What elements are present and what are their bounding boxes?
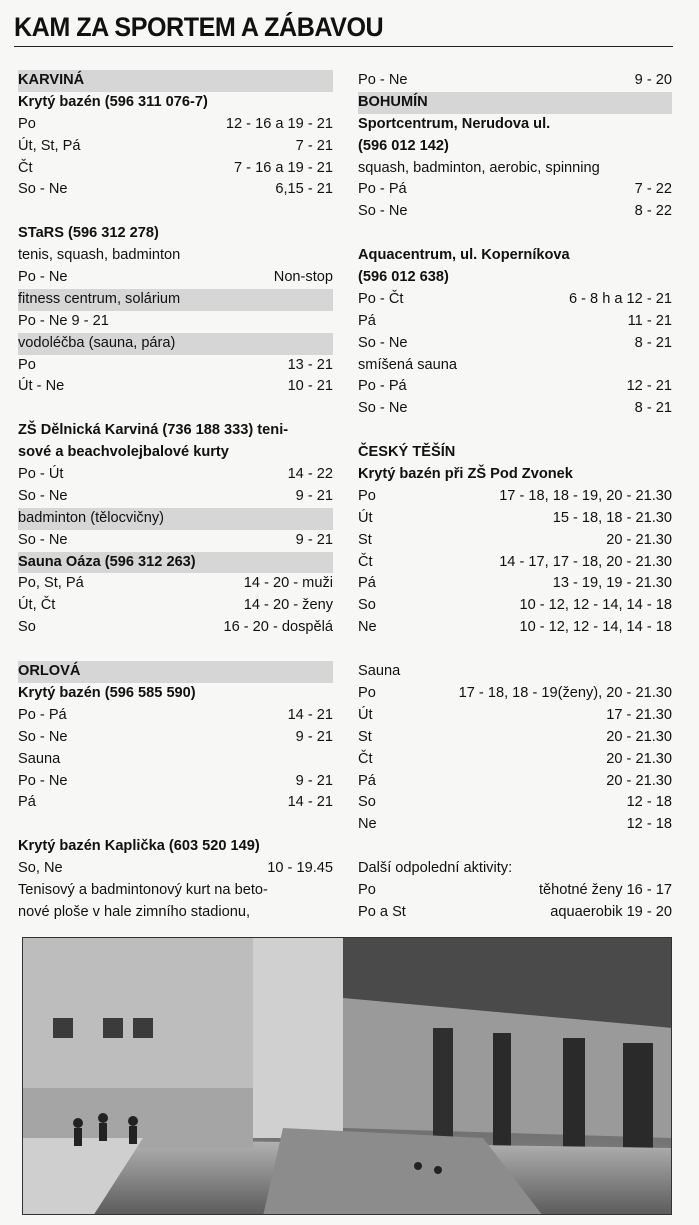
schedule-row xyxy=(18,530,333,552)
schedule-hours: 17 - 21.30 xyxy=(606,706,672,723)
schedule-row xyxy=(18,376,333,398)
info-line: tenis, squash, badminton xyxy=(18,247,181,264)
schedule-days: Út xyxy=(358,509,373,526)
schedule-days: Po, St, Pá xyxy=(18,575,84,592)
spacer xyxy=(358,223,672,245)
schedule-row xyxy=(358,530,672,552)
schedule-row xyxy=(358,617,672,639)
schedule-hours: 15 - 18, 18 - 21.30 xyxy=(552,509,672,526)
schedule-row xyxy=(358,179,672,201)
schedule-days: Po a St xyxy=(358,903,406,920)
schedule-hours: 9 - 21 xyxy=(295,487,333,504)
schedule-row xyxy=(358,376,672,398)
spacer xyxy=(358,836,672,858)
schedule-days: Út - Ne xyxy=(18,378,65,395)
schedule-days: Út, Čt xyxy=(18,597,56,614)
info-line: smíšená sauna xyxy=(358,356,457,373)
schedule-days: Po - Ne xyxy=(18,269,68,286)
schedule-hours: 9 - 20 xyxy=(634,72,672,88)
schedule-hours: aquaerobik 19 - 20 xyxy=(550,903,672,920)
schedule-hours: 14 - 20 - ženy xyxy=(243,597,333,614)
section-heading: (596 012 638) xyxy=(358,269,449,286)
section-heading: Aquacentrum, ul. Koperníkova xyxy=(358,247,570,264)
schedule-days: Čt xyxy=(358,553,373,570)
schedule-days: Pá xyxy=(18,794,36,811)
info-line: Sauna xyxy=(358,663,401,680)
schedule-days: So xyxy=(18,619,36,636)
spacer xyxy=(358,639,672,661)
schedule-row xyxy=(358,595,672,617)
section-heading: Sauna Oáza (596 312 263) xyxy=(18,552,333,574)
schedule-hours: 12 - 18 xyxy=(626,816,672,833)
section-heading: Krytý bazén (596 585 590) xyxy=(18,684,196,701)
schedule-row xyxy=(18,136,333,158)
schedule-row xyxy=(18,267,333,289)
schedule-days: So - Ne xyxy=(358,334,408,351)
schedule-hours: 20 - 21.30 xyxy=(606,772,672,789)
spacer xyxy=(18,201,333,223)
schedule-days: Po - Pá xyxy=(358,378,407,395)
schedule-days: Pá xyxy=(358,575,376,592)
schedule-row xyxy=(18,705,333,727)
section-heading: Krytý bazén při ZŠ Pod Zvonek xyxy=(358,466,573,483)
schedule-row xyxy=(18,179,333,201)
section-heading: (596 012 142) xyxy=(358,137,449,154)
schedule-row xyxy=(358,814,672,836)
schedule-row xyxy=(358,311,672,333)
info-line: squash, badminton, aerobic, spinning xyxy=(358,159,600,176)
schedule-hours: těhotné ženy 16 - 17 xyxy=(538,881,672,898)
schedule-row xyxy=(358,880,672,902)
schedule-hours: 13 - 21 xyxy=(287,356,333,373)
schedule-days: Po xyxy=(358,487,376,504)
schedule-row xyxy=(18,771,333,793)
schedule-days: Út, St, Pá xyxy=(18,137,81,154)
schedule-hours: 12 - 18 xyxy=(626,794,672,811)
schedule-row xyxy=(18,114,333,136)
schedule-hours: 14 - 21 xyxy=(287,794,333,811)
section-heading: Krytý bazén Kaplička (603 520 149) xyxy=(18,838,260,855)
schedule-days: Po - Čt xyxy=(358,290,404,307)
schedule-days: So xyxy=(358,794,376,811)
schedule-row xyxy=(18,355,333,377)
spacer xyxy=(18,398,333,420)
schedule-row xyxy=(18,617,333,639)
schedule-row xyxy=(358,398,672,420)
schedule-row xyxy=(18,464,333,486)
schedule-hours: 8 - 21 xyxy=(634,334,672,351)
schedule-days: St xyxy=(358,728,372,745)
schedule-hours: 14 - 17, 17 - 18, 20 - 21.30 xyxy=(499,553,672,570)
schedule-days: Čt xyxy=(358,750,373,767)
schedule-days: So - Ne xyxy=(358,400,408,417)
spacer xyxy=(18,639,333,661)
schedule-hours: 14 - 22 xyxy=(287,466,333,483)
schedule-hours: 9 - 21 xyxy=(295,772,333,789)
schedule-days: Pá xyxy=(358,312,376,329)
spacer xyxy=(18,814,333,836)
schedule-row xyxy=(358,508,672,530)
schedule-hours: 14 - 21 xyxy=(287,706,333,723)
info-line: Po - Ne 9 - 21 xyxy=(18,312,109,329)
schedule-hours: Non-stop xyxy=(273,269,333,286)
schedule-row xyxy=(18,792,333,814)
schedule-days: So - Ne xyxy=(18,181,68,198)
right-column xyxy=(358,70,672,924)
info-line: vodoléčba (sauna, pára) xyxy=(18,333,333,355)
schedule-days: So, Ne xyxy=(18,860,63,877)
schedule-row xyxy=(18,595,333,617)
schedule-hours: 14 - 20 - muži xyxy=(243,575,333,592)
schedule-days: Po - Pá xyxy=(358,181,407,198)
schedule-row xyxy=(358,333,672,355)
schedule-row xyxy=(358,683,672,705)
schedule-days: Po xyxy=(358,881,376,898)
schedule-row xyxy=(18,727,333,749)
schedule-row xyxy=(358,727,672,749)
section-heading: BOHUMÍN xyxy=(358,92,672,114)
schedule-row xyxy=(358,771,672,793)
schedule-days: Út xyxy=(358,706,373,723)
info-line: badminton (tělocvičny) xyxy=(18,508,333,530)
schedule-row xyxy=(358,749,672,771)
schedule-days: Po xyxy=(18,115,36,132)
schedule-days: Pá xyxy=(358,772,376,789)
schedule-days: Po - Ne xyxy=(358,72,408,88)
info-line: Tenisový a badmintonový kurt na beto- xyxy=(18,881,268,898)
section-heading: ČESKÝ TĚŠÍN xyxy=(358,444,456,461)
schedule-row xyxy=(18,158,333,180)
schedule-days: So - Ne xyxy=(18,487,68,504)
info-line: Další odpolední aktivity: xyxy=(358,860,513,877)
schedule-hours: 20 - 21.30 xyxy=(606,750,672,767)
schedule-days: So xyxy=(358,597,376,614)
section-heading: STaRS (596 312 278) xyxy=(18,225,159,242)
schedule-hours: 12 - 16 a 19 - 21 xyxy=(225,115,333,132)
schedule-row xyxy=(18,486,333,508)
title-divider xyxy=(14,46,673,47)
schedule-days: Po xyxy=(18,356,36,373)
schedule-hours: 7 - 16 a 19 - 21 xyxy=(234,159,333,176)
schedule-hours: 9 - 21 xyxy=(295,728,333,745)
schedule-hours: 9 - 21 xyxy=(295,531,333,548)
schedule-row xyxy=(358,792,672,814)
schedule-hours: 10 - 19.45 xyxy=(267,860,333,877)
section-heading: ORLOVÁ xyxy=(18,661,333,683)
schedule-row xyxy=(18,858,333,880)
section-heading: sové a beachvolejbalové kurty xyxy=(18,444,229,461)
section-heading: KARVINÁ xyxy=(18,70,333,92)
info-line: nové ploše v hale zimního stadionu, xyxy=(18,903,251,920)
schedule-days: So - Ne xyxy=(358,203,408,220)
schedule-hours: 10 - 12, 12 - 14, 14 - 18 xyxy=(519,619,672,636)
schedule-days: Po xyxy=(358,684,376,701)
schedule-hours: 6 - 8 h a 12 - 21 xyxy=(568,290,672,307)
swimming-pool-photo xyxy=(22,937,672,1215)
schedule-hours: 16 - 20 - dospělá xyxy=(223,619,333,636)
schedule-row xyxy=(358,902,672,924)
schedule-row xyxy=(358,201,672,223)
schedule-hours: 10 - 12, 12 - 14, 14 - 18 xyxy=(519,597,672,614)
schedule-hours: 13 - 19, 19 - 21.30 xyxy=(552,575,672,592)
schedule-hours: 8 - 21 xyxy=(634,400,672,417)
schedule-row xyxy=(358,289,672,311)
schedule-hours: 12 - 21 xyxy=(626,378,672,395)
schedule-days: Čt xyxy=(18,159,33,176)
schedule-row xyxy=(358,486,672,508)
schedule-row xyxy=(18,573,333,595)
schedule-hours: 7 - 22 xyxy=(634,181,672,198)
schedule-row xyxy=(358,552,672,574)
schedule-hours: 6,15 - 21 xyxy=(275,181,333,198)
schedule-days: Ne xyxy=(358,816,377,833)
section-heading: ZŠ Dělnická Karviná (736 188 333) teni- xyxy=(18,422,289,439)
info-line: fitness centrum, solárium xyxy=(18,289,333,311)
schedule-days: Ne xyxy=(358,619,377,636)
schedule-row xyxy=(358,573,672,595)
section-heading: Krytý bazén (596 311 076-7) xyxy=(18,93,208,110)
schedule-days: So - Ne xyxy=(18,531,68,548)
info-line: Sauna xyxy=(18,750,61,767)
schedule-hours: 17 - 18, 18 - 19(ženy), 20 - 21.30 xyxy=(458,684,672,701)
section-heading: Sportcentrum, Nerudova ul. xyxy=(358,115,551,132)
schedule-row xyxy=(358,70,672,92)
page-title: KAM ZA SPORTEM A ZÁBAVOU xyxy=(14,12,384,42)
schedule-days: Po - Pá xyxy=(18,706,67,723)
schedule-hours: 17 - 18, 18 - 19, 20 - 21.30 xyxy=(499,487,672,504)
schedule-hours: 8 - 22 xyxy=(634,203,672,220)
schedule-hours: 10 - 21 xyxy=(287,378,333,395)
schedule-days: So - Ne xyxy=(18,728,68,745)
left-column xyxy=(18,70,333,924)
schedule-days: Po - Ne xyxy=(18,772,68,789)
schedule-hours: 11 - 21 xyxy=(627,312,672,329)
spacer xyxy=(358,420,672,442)
schedule-hours: 20 - 21.30 xyxy=(606,728,672,745)
schedule-days: St xyxy=(358,531,372,548)
schedule-hours: 7 - 21 xyxy=(295,137,333,154)
schedule-hours: 20 - 21.30 xyxy=(606,531,672,548)
schedule-row xyxy=(358,705,672,727)
schedule-days: Po - Út xyxy=(18,466,64,483)
